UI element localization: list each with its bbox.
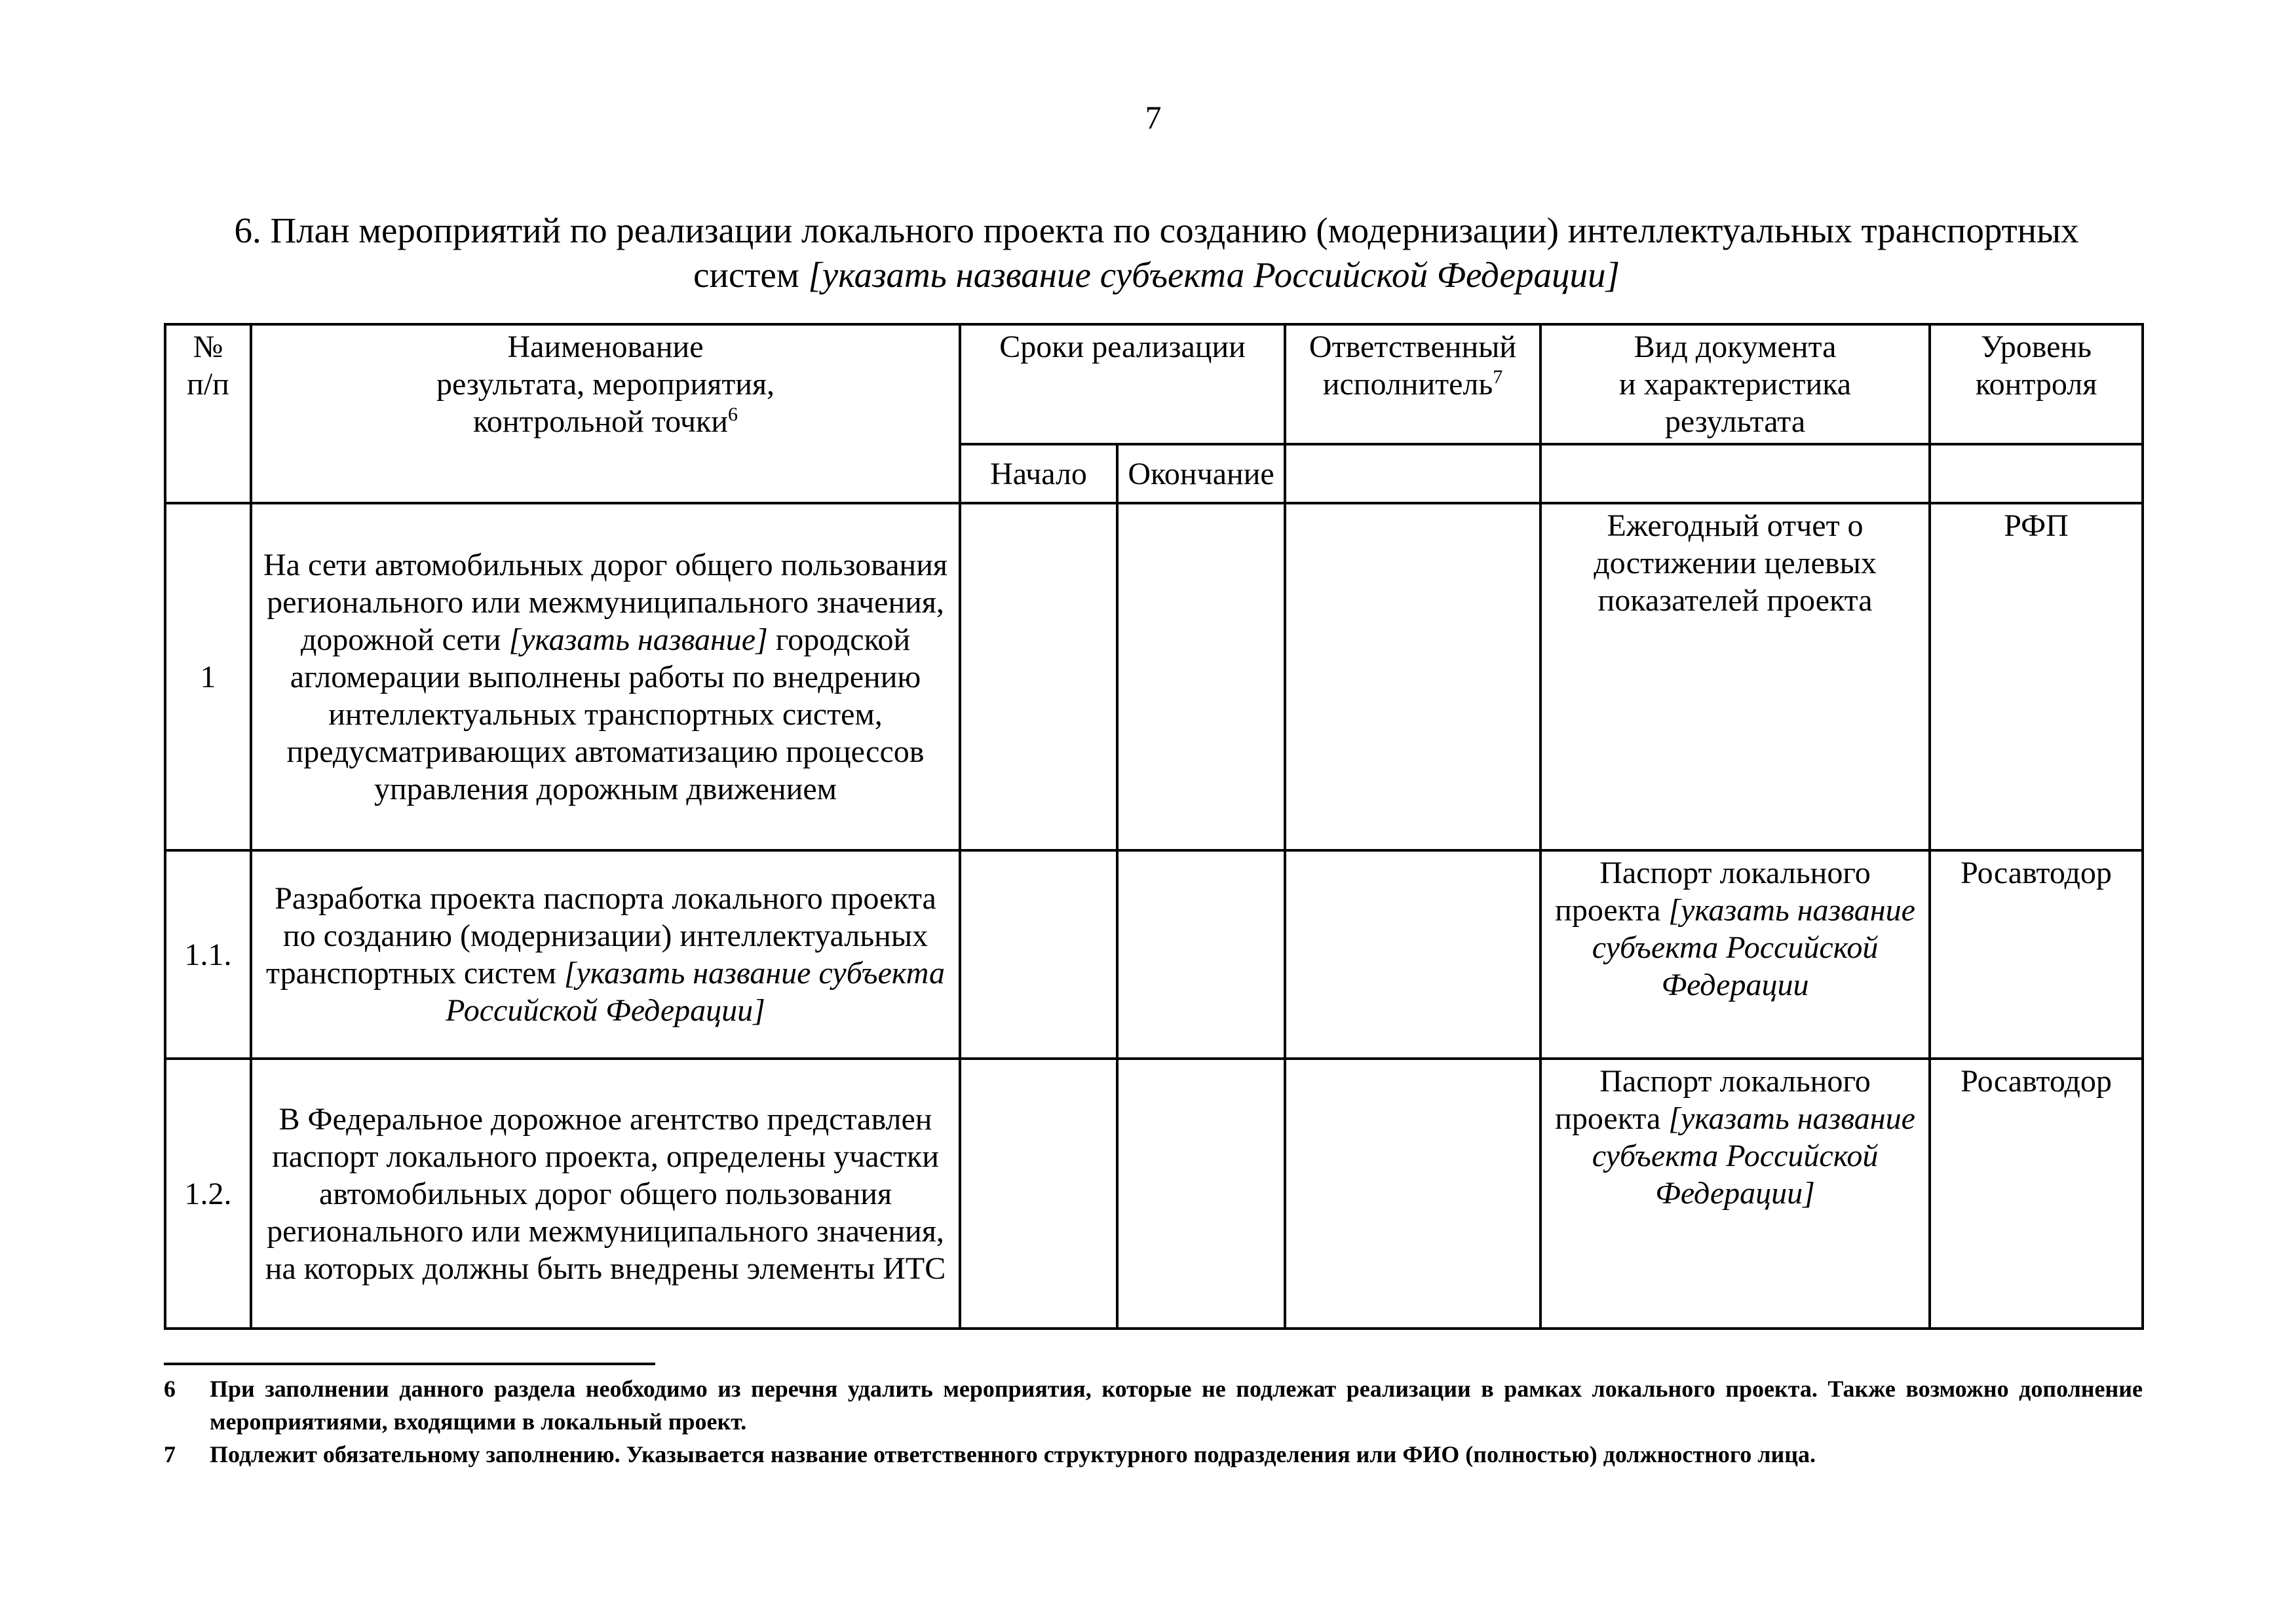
header-responsible-line1: Ответственный <box>1309 330 1517 364</box>
header-responsible-line2: исполнитель <box>1322 367 1493 402</box>
footnote-divider <box>164 1363 655 1365</box>
header-end: Окончание <box>1117 444 1285 503</box>
header-number-line1: № <box>193 330 223 364</box>
title-line-2 <box>151 253 2162 297</box>
row-document-placeholder: [указать название субъекта Российской Федерации <box>1592 893 1915 1002</box>
row-number: 1.2. <box>165 1059 251 1329</box>
title-line-2-placeholder: [указать название субъекта Российской Федерации] <box>808 255 1620 295</box>
page-number: 7 <box>1145 99 1162 136</box>
header-name-line2: результата, мероприятия, <box>436 367 775 402</box>
row-level: Росавтодор <box>1930 1059 2143 1329</box>
row-responsible <box>1285 1059 1540 1329</box>
row-document-text: Паспорт локального проекта <box>1555 856 1871 928</box>
header-responsible <box>1285 324 1540 444</box>
row-end <box>1117 503 1285 850</box>
row-document-text: Паспорт локального проекта <box>1555 1064 1871 1136</box>
footnote-text: Подлежит обязательному заполнению. Указывается название ответственного структурного подразделения или ФИО (полностью) должностного лица. <box>210 1441 1816 1467</box>
row-name <box>251 1059 960 1329</box>
footnote-text: При заполнении данного раздела необходимо из перечня удалить мероприятия, которые не подлежат реализации в рамках локального проекта. Также возможно дополнение мероприятиями, входящими в локальный проект. <box>210 1376 2143 1435</box>
header-number <box>165 324 251 503</box>
header-level-blank <box>1930 444 2143 503</box>
header-name-line3: контрольной точки <box>473 404 728 439</box>
row-responsible <box>1285 850 1540 1059</box>
row-start <box>960 503 1117 850</box>
header-responsible-line2-wrap <box>1292 366 1534 403</box>
row-start <box>960 850 1117 1059</box>
row-level: Росавтодор <box>1930 850 2143 1059</box>
row-document-placeholder: [указать название субъекта Российской Федерации] <box>1592 1101 1915 1211</box>
header-start: Начало <box>960 444 1117 503</box>
table-row <box>165 850 2143 1059</box>
row-document <box>1540 503 1930 850</box>
header-terms: Сроки реализации <box>960 324 1285 444</box>
footnote-7 <box>164 1438 2143 1471</box>
row-end <box>1117 850 1285 1059</box>
row-name-text-end: городской агломерации выполнены работы по внедрению интеллектуальных транспортных систем, предусматривающих автоматизацию процессов управления дорожным движением <box>286 622 925 806</box>
row-name-text: На сети автомобильных дорог общего пользования регионального или межмуниципального значения, дорожной сети <box>263 547 947 657</box>
header-document <box>1540 324 1930 444</box>
row-number: 1 <box>165 503 251 850</box>
header-responsible-blank <box>1285 444 1540 503</box>
header-document-line2: и характеристика <box>1618 367 1852 402</box>
row-end <box>1117 1059 1285 1329</box>
header-level-line2: контроля <box>1975 367 2097 402</box>
row-name-placeholder: [указать название] <box>508 622 768 657</box>
header-name-line3-wrap <box>258 403 953 440</box>
row-name-placeholder: [указать название субъекта Российской Федерации] <box>446 956 945 1028</box>
footnote-ref-7: 7 <box>1493 366 1503 388</box>
row-responsible <box>1285 503 1540 850</box>
row-document-text: Ежегодный отчет о достижении целевых показателей проекта <box>1594 508 1877 618</box>
row-level: РФП <box>1930 503 2143 850</box>
header-level <box>1930 324 2143 444</box>
header-document-line1: Вид документа <box>1634 330 1837 364</box>
row-name <box>251 503 960 850</box>
row-name-text: В Федеральное дорожное агентство представлен паспорт локального проекта, определены участки автомобильных дорог общего пользования регионального или межмуниципального значения, на которых должны быть внедрены элементы ИТС <box>265 1101 946 1286</box>
footnote-ref-6: 6 <box>727 404 738 425</box>
row-name <box>251 850 960 1059</box>
header-level-line1: Уровень <box>1981 330 2092 364</box>
header-row <box>165 324 2143 444</box>
header-name-line1: Наименование <box>507 330 704 364</box>
table-row <box>165 1059 2143 1329</box>
row-document <box>1540 1059 1930 1329</box>
header-name <box>251 324 960 503</box>
table-row <box>165 503 2143 850</box>
footnotes <box>164 1372 2143 1471</box>
header-number-line2: п/п <box>187 367 229 402</box>
title-line-2-text: систем <box>693 255 809 295</box>
footnote-number: 7 <box>164 1441 176 1467</box>
footnote-number: 6 <box>164 1376 176 1402</box>
header-document-blank <box>1540 444 1930 503</box>
header-document-line3: результата <box>1664 404 1806 439</box>
action-plan-table <box>164 323 2144 1330</box>
title-line-1: 6. План мероприятий по реализации локального проекта по созданию (модернизации) интеллектуальных транспортных <box>234 210 2079 250</box>
footnote-6 <box>164 1372 2143 1438</box>
row-start <box>960 1059 1117 1329</box>
row-number: 1.1. <box>165 850 251 1059</box>
row-document <box>1540 850 1930 1059</box>
section-title <box>151 208 2162 297</box>
row-name-text: Разработка проекта паспорта локального проекта по созданию (модернизации) интеллектуальных транспортных систем <box>266 881 936 991</box>
